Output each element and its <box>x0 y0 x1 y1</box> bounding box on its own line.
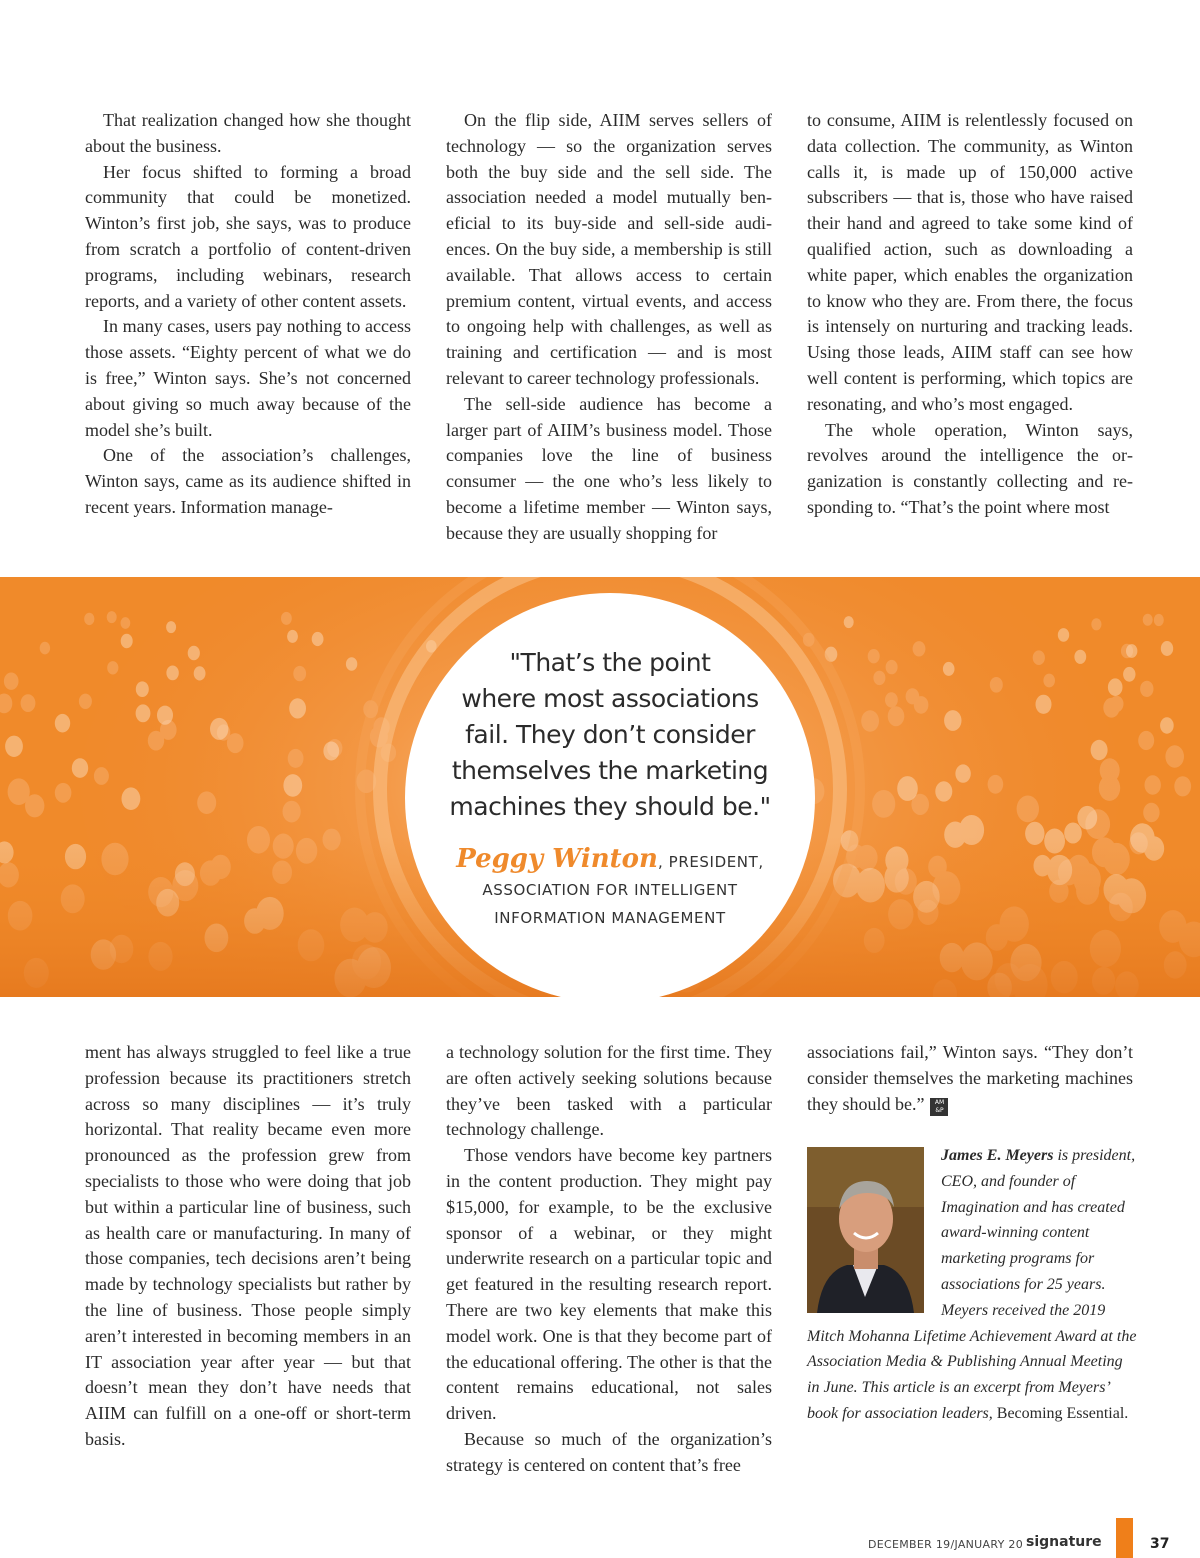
pullquote <box>440 645 780 932</box>
article-column-5 <box>446 1040 772 1479</box>
article-paragraph: The whole operation, Winton says, revolves around the intelligence the organization is constantly collecting and responding to. “That’s the point where most <box>807 419 1133 517</box>
pullquote-org-line: ASSOCIATION FOR INTELLIGENT <box>482 881 738 899</box>
pullquote-line: themselves the marketing <box>451 756 769 785</box>
article-paragraph <box>807 1040 1133 1117</box>
article-paragraph: One of the association’s challenges, Winton says, came as its audience shifted in recent years. Information manage- <box>85 445 411 517</box>
end-mark-icon: AM &P <box>930 1098 948 1116</box>
article-paragraph: a technology solution for the first time. They are often actively seeking solutions because they’ve been tasked with a particular technology challenge. <box>446 1042 772 1140</box>
pullquote-org <box>440 876 780 932</box>
pullquote-attribution <box>440 845 780 876</box>
article-paragraph: Those vendors have become key partners in the content production. They might pay $15,000, for example, to be the exclusive sponsor of a webinar, or they might underwrite research on a particular topic and get featured in the resulting research report. There are two key elements that make this model work. One is that they become part of the educational offering. The other is that the content remains educational, not sales driven. <box>446 1145 772 1424</box>
page-accent-bar <box>1116 1518 1133 1558</box>
page-number: 37 <box>1150 1536 1170 1552</box>
pullquote-line: "That’s the point <box>509 648 711 677</box>
pullquote-title: , PRESIDENT, <box>657 853 764 871</box>
pullquote-org-line: INFORMATION MANAGEMENT <box>494 909 726 927</box>
article-paragraph: Her focus shifted to forming a broad community that could be monetized. Winton’s first job, she says, was to produce from scratch a portfolio of content-driven programs, including webinars, research reports, and a variety of other content assets. <box>85 161 411 311</box>
article-column-1 <box>85 108 411 521</box>
article-paragraph-text: associations fail,” Winton says. “They don’t consider themselves the marketing machines they should be.” <box>807 1042 1133 1114</box>
article-column-4 <box>85 1040 411 1453</box>
article-paragraph: to consume, AIIM is relentlessly focused on data collection. The community, as Winton calls it, is made up of 150,000 active subscribers — that is, those who have raised their hand and agreed to take some kind of qualified action, such as downloading a white paper, which enables the organization to know who they are. From there, the focus is intensely on nurturing and tracking leads. Using those leads, AIIM staff can see how well content is performing, which topics are resonating, and who’s most engaged. <box>807 110 1133 414</box>
pullquote-name: Peggy Winton <box>456 844 658 874</box>
article-paragraph: The sell-side audience has become a larger part of AIIM’s business model. Those companies love the line of business consumer — the one who’s less likely to become a lifetime member — Winton says, because they are usually shopping for <box>446 393 772 543</box>
author-name: James E. Meyers <box>941 1147 1054 1164</box>
issue-date: DECEMBER 19/JANUARY 20 <box>868 1538 1024 1551</box>
article-paragraph: On the flip side, AIIM serves sellers of technology — so the organization serves both the buy side and the sell side. The association needed a model mutually beneficial to its buy-side and sell-side audiences. On the buy side, a membership is still available. That allows access to certain premium content, virtual events, and access to ongoing help with challenges, as well as training and certification — and is most relevant to career technology professionals. <box>446 110 772 388</box>
author-bio-text: is president, CEO, and founder of Imagination and has created award-winning content marketing programs for associations for 25 years. Meyers received the 2019 Mitch Mohanna Lifetime Achievement Award at the Association Media & Publishing Annual Meeting in June. This article is an excerpt from Meyers’ book for association leaders, <box>807 1147 1137 1422</box>
pullquote-line: fail. They don’t consider <box>465 720 755 749</box>
article-paragraph: That realization changed how she thought about the business. <box>85 110 411 156</box>
article-paragraph: ment has always struggled to feel like a true profession because its practitioners stretch across so many disciplines — it’s truly horizontal. That reality became even more pronounced as the profession grew from specialists to those who were doing that job but within a particular line of business, such as health care or manufacturing. In many of those companies, tech decisions aren’t being made by technology specialists but rather by the line of business. Those people simply aren’t interested in becoming members in an IT association year after year — but that doesn’t mean they don’t have needs that AIIM can fulfill on a one-off or short-term basis. <box>85 1042 411 1449</box>
pullquote-line: machines they should be." <box>449 792 771 821</box>
book-title: Becoming Essential. <box>996 1404 1129 1422</box>
article-column-3 <box>807 108 1133 521</box>
article-paragraph: In many cases, users pay nothing to access those assets. “Eighty percent of what we do is free,” Winton says. She’s not concerned about giving so much away because of the model she’s built. <box>85 316 411 440</box>
pullquote-text <box>440 645 780 825</box>
magazine-name: signature <box>1026 1534 1102 1550</box>
article-column-6 <box>807 1040 1133 1117</box>
article-paragraph: Because so much of the organization’s strategy is centered on content that’s free <box>446 1428 772 1475</box>
pullquote-line: where most associations <box>461 684 759 713</box>
author-bio <box>807 1143 1137 1427</box>
article-column-2 <box>446 108 772 547</box>
